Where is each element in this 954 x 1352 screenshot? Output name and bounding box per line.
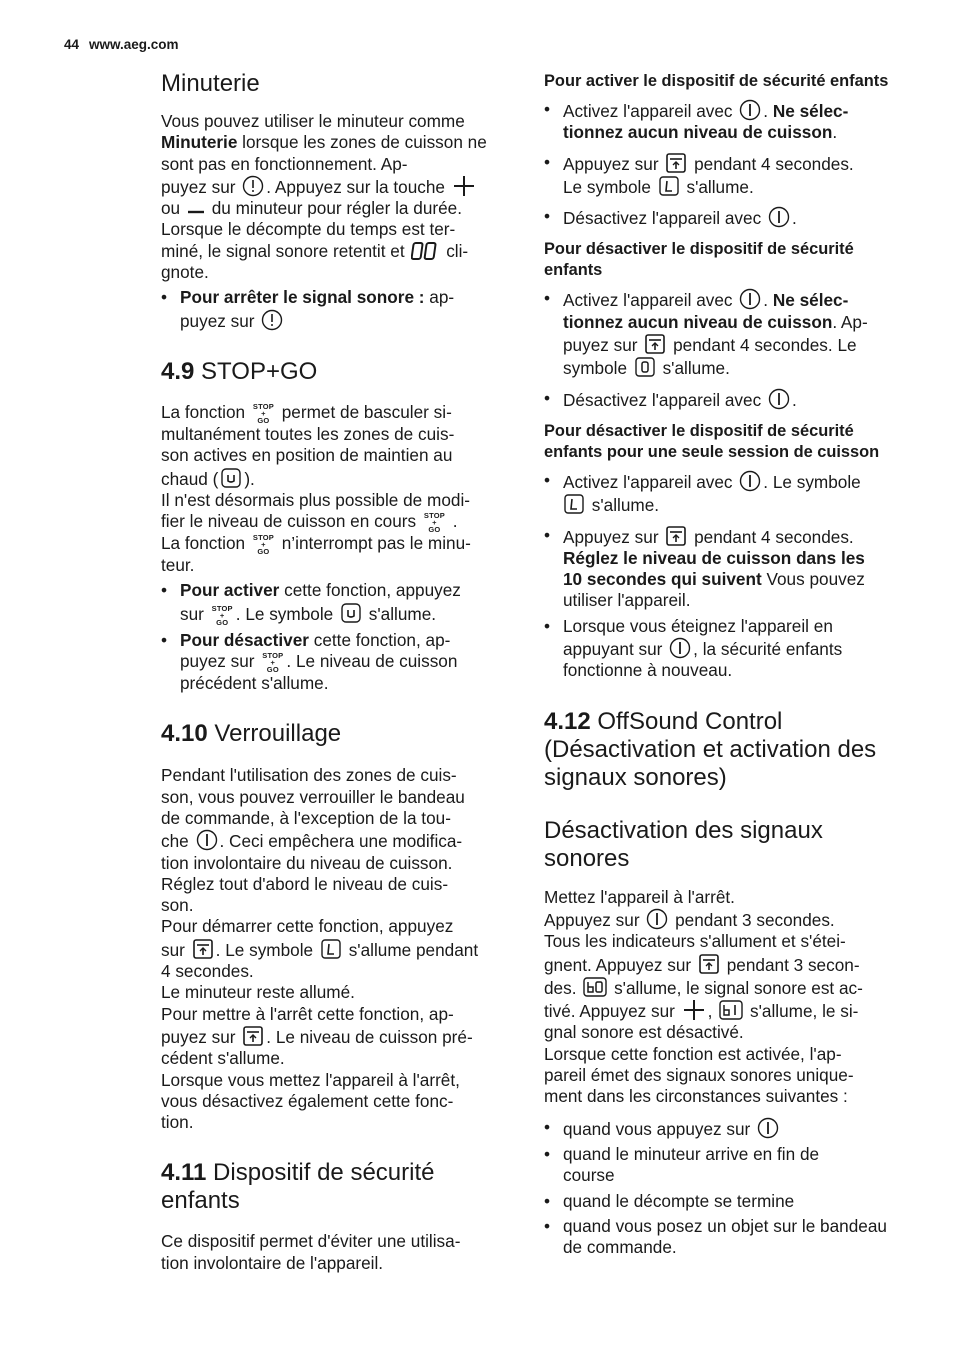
- right-column: [544, 71, 896, 1258]
- section-title-stop-go: 4.9 STOP+GO: [161, 357, 318, 385]
- list-item: • Appuyez sur pendant 4 secondes. Le symbole s'allume.: [544, 152, 896, 199]
- list-item: • Lorsque vous éteignez l'appareil en appuyant sur , la sécurité enfants fonctionne à nouveau.: [544, 616, 896, 682]
- keep-warm-icon: [220, 467, 242, 489]
- lock-key-icon: [665, 525, 687, 547]
- power-icon: [768, 206, 790, 228]
- list-item: • Pour désactiver cette fonction, ap- puyez sur STOP + GO . Le niveau de cuisson précédent s'allume.: [161, 630, 513, 695]
- power-icon: [757, 1117, 779, 1139]
- subheading-activer: Pour activer le dispositif de sécurité enfants: [544, 72, 889, 90]
- header-url: www.aeg.com: [89, 37, 179, 52]
- page-header: [64, 37, 179, 52]
- list-item: • quand le décompte se termine: [544, 1191, 896, 1212]
- minuterie-text: Vous pouvez utiliser le minuteur comme Minuterie lorsque les zones de cuisson ne sont pas en fonctionnement. Ap- puyez sur . Appuyez sur la touche ou du minuteur pour régler la durée. Lorsque le décompte du temps est ter- miné, le signal sonore retentit et cli- gnote.: [161, 111, 487, 283]
- section-title-minuterie: Minuterie: [161, 70, 260, 97]
- subheading-desactiver: Pour désactiver le dispositif de sécurité enfants: [544, 240, 854, 280]
- left-column: [161, 66, 513, 1274]
- list-item: • Pour arrêter le signal sonore : ap- puyez sur: [161, 287, 513, 332]
- list-item: • Activez l'appareil avec . Ne sélec- tionnez aucun niveau de cuisson.: [544, 99, 896, 144]
- power-icon: [669, 637, 691, 659]
- lock-key-icon: [665, 152, 687, 174]
- power-icon: [646, 908, 668, 930]
- L-symbol-icon: [563, 493, 585, 515]
- section-subtitle-desactivation: Désactivation des signaux sonores: [544, 816, 823, 872]
- verrouillage-text: Pendant l'utilisation des zones de cuis- son, vous pouvez verrouiller le bandeau de commande, à l'exception de la tou- che . Ceci empêchera une modifica- tion involontaire du niveau de cuisson. Réglez tout d'abord le niveau de cuis- son. Pour démarrer cette fonction, appuyez sur . Le symbole s'allume pendant 4 secondes. Le minuteur reste allumé. Pour mettre à l'arrêt cette fonction, ap- puyez sur . Le niveau de cuisson pré- cédent s'allume. Lorsque vous mettez l'appareil à l'arrêt, vous désactivez également cette fonc- tion.: [161, 765, 479, 1133]
- section-title-verrouillage: 4.10 Verrouillage: [161, 720, 342, 748]
- list-item: • Désactivez l'appareil avec .: [544, 388, 896, 411]
- stop-go-text: La fonction STOP + GO permet de basculer si- multanément toutes les zones de cuis- son actives en position de maintien au chaud ( ). Il n'est désormais plus possible de modi- fier le niveau de cuisson en cours STOP + GO . La fonction STOP + GO n’interrompt pas le minu- teur.: [161, 401, 471, 576]
- stop-go-icon: STOP + GO: [262, 651, 284, 675]
- plus-icon: [682, 999, 706, 1021]
- section-title-offsound: 4.12 OffSound Control (Désactivation et activation des signaux sonores): [544, 707, 877, 791]
- stop-go-icon: STOP + GO: [252, 401, 274, 425]
- list-item: • Appuyez sur pendant 4 secondes. Réglez le niveau de cuisson dans les 10 secondes qui suivent Vous pouvez utiliser l'appareil.: [544, 525, 896, 612]
- list-item: • Pour activer cette fonction, appuyez sur STOP + GO . Le symbole s'allume.: [161, 580, 513, 625]
- power-icon: [739, 470, 761, 492]
- stop-go-icon: STOP + GO: [252, 533, 274, 557]
- power-icon: [196, 829, 218, 851]
- section-title-securite: 4.11 Dispositif de sécurité enfants: [161, 1159, 435, 1215]
- list-item: • Activez l'appareil avec . Ne sélec- tionnez aucun niveau de cuisson. Ap- puyez sur pendant 4 secondes. Le symbole s'allume.: [544, 288, 896, 379]
- lock-key-icon: [698, 953, 720, 975]
- power-icon: [768, 388, 790, 410]
- power-icon: [739, 99, 761, 121]
- minus-icon: [187, 206, 205, 218]
- lock-key-icon: [242, 1025, 264, 1047]
- list-item: • quand vous posez un objet sur le bandeau de commande.: [544, 1216, 898, 1259]
- L-symbol-icon: [320, 938, 342, 960]
- list-item: • quand vous appuyez sur: [544, 1117, 896, 1140]
- securite-text: Ce dispositif permet d'éviter une utilisa- tion involontaire de l'appareil.: [161, 1231, 461, 1273]
- timer-icon: [242, 175, 264, 197]
- keep-warm-icon: [340, 602, 362, 624]
- stop-go-icon: STOP + GO: [423, 511, 445, 535]
- lock-key-icon: [644, 333, 666, 355]
- page-number: 44: [64, 37, 80, 52]
- subheading-session: Pour désactiver le dispositif de sécurité enfants pour une seule session de cuisson: [544, 421, 880, 461]
- lock-key-icon: [192, 938, 214, 960]
- plus-icon: [452, 175, 476, 197]
- list-item: • Activez l'appareil avec . Le symbole s'allume.: [544, 470, 896, 517]
- offsound-text: Mettez l'appareil à l'arrêt. Appuyez sur pendant 3 secondes. Tous les indicateurs s'allument et s'étei- gnent. Appuyez sur pendant 3 secon- des. s'allume, le signal sonore est ac- tivé. Appuyez sur , s'allume, le si- gnal sonore est désactivé. Lorsque cette fonction est activée, l'ap- pareil émet des signaux sonores unique- ment dans les circonstances suivantes :: [544, 886, 863, 1107]
- timer-icon: [261, 309, 283, 331]
- b1-symbol-icon: [719, 999, 743, 1021]
- power-icon: [739, 288, 761, 310]
- list-item: • Désactivez l'appareil avec .: [544, 206, 896, 229]
- b0-symbol-icon: [583, 976, 607, 998]
- 00-display-icon: [411, 241, 439, 261]
- list-item: • quand le minuteur arrive en fin de course: [544, 1144, 863, 1187]
- 0-symbol-icon: [634, 356, 656, 378]
- L-symbol-icon: [658, 175, 680, 197]
- stop-go-icon: STOP + GO: [211, 603, 233, 627]
